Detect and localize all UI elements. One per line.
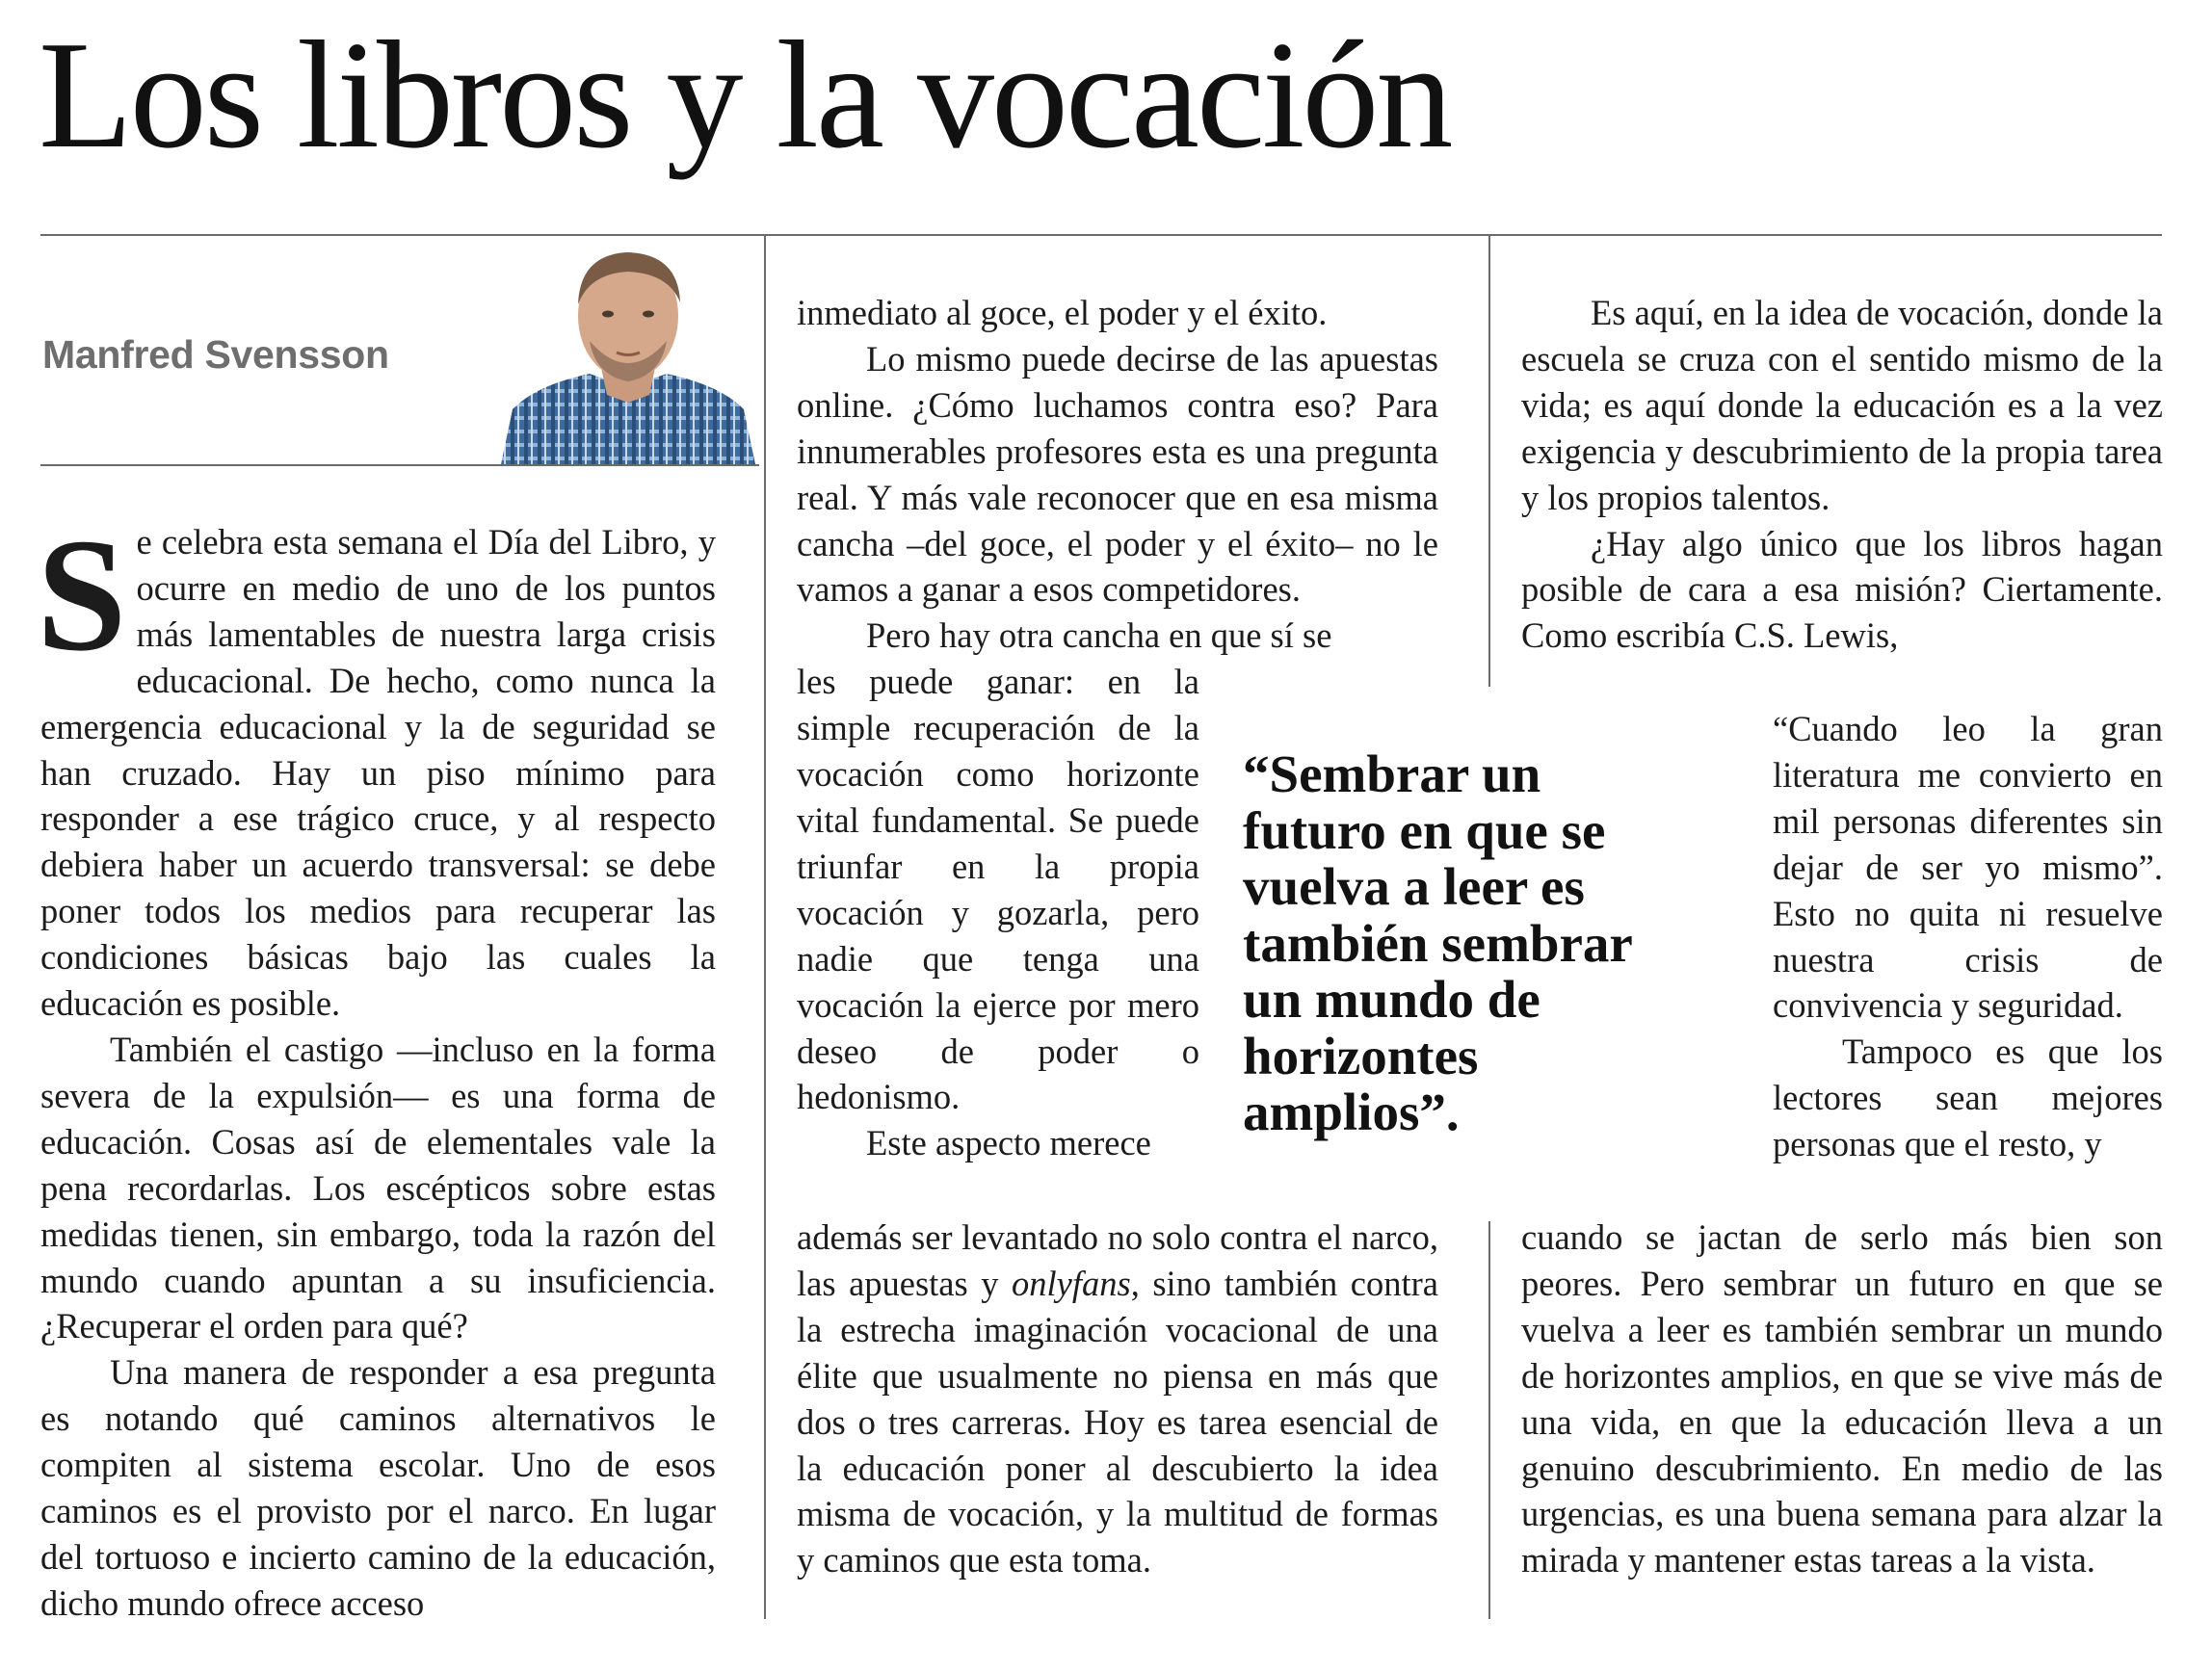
article-title: Los libros y la vocación	[39, 9, 1451, 180]
paragraph: Es aquí, en la idea de vocación, donde la escuela se cruza con el sentido mismo de la vida; es aquí donde la educación es a la vez exigencia y descubrimiento de la propia tarea y los propios talentos.	[1521, 293, 2163, 517]
paragraph: Una manera de responder a esa pregunta es notando qué caminos alternativos le compiten al sistema escolar. Uno de esos caminos es el provisto por el narco. En lugar del tortuoso e incierto camino de la educación, dicho mundo ofrece acceso	[40, 1352, 716, 1623]
column-divider-1	[764, 234, 766, 1619]
column-divider-2-bottom	[1488, 1221, 1490, 1619]
paragraph: ¿Hay algo único que los libros hagan posible de cara a esa misión? Ciertamente. Como escribía C.S. Lewis,	[1521, 523, 2163, 656]
wrap-block	[797, 659, 1199, 1120]
text-run: les puede ganar: en la simple recuperación de la vocación como horizonte vital fundamental. Se puede triunfar en la propia vocación y gozarla, pero nadie que tenga una vocación la ejerce por mero deseo de poder o hedonismo.	[797, 662, 1199, 1117]
paragraph: También el castigo —incluso en la forma severa de la expulsión— es una forma de educación. Cosas así de elementales vale la pena recordarlas. Los escépticos sobre estas medidas tienen, sin embargo, toda la razón del mundo cuando apuntan a su insuficiencia. ¿Recuperar el orden para qué?	[40, 1029, 716, 1346]
drop-cap: S	[37, 506, 127, 685]
paragraph: inmediato al goce, el poder y el éxito.	[797, 293, 1328, 332]
paragraph: Tampoco es que los lectores sean mejores personas que el resto, y	[1773, 1032, 2163, 1164]
paragraph: e celebra esta semana el Día del Libro, y ocurre en medio de uno de los puntos más lamentables de nuestra larga crisis educacional. De hecho, como nunca la emergencia educacional y la de seguridad se han cruzado. Hay un piso mínimo para responder a ese trágico cruce, y al respecto debiera haber un acuerdo transversal: se debe poner todos los medios para recuperar las condiciones básicas bajo las cuales la educación es posible.	[40, 522, 716, 1024]
paragraph: cuando se jactan de serlo más bien son peores. Pero sembrar un futuro en que se vuelva a leer es también sembrar un mundo de horizontes amplios, en que se vive más de una vida, en que la educación lleva a un genuino descubrimiento. En medio de las urgencias, es una buena semana para alzar la mirada y mantener estas tareas a la vista.	[1521, 1217, 2163, 1581]
column-3-top	[1521, 290, 2163, 659]
text-run: además ser levantado no solo contra el narco, las apuestas y	[797, 1217, 1438, 1303]
paragraph: Este aspecto merece	[866, 1123, 1151, 1163]
column-3-bottom	[1521, 1215, 2163, 1583]
italic-text: onlyfans	[1012, 1263, 1131, 1303]
author-photo	[497, 241, 759, 464]
text-run: Pero hay otra cancha en que sí se	[866, 615, 1332, 656]
paragraph	[797, 1215, 1438, 1583]
column-3-wrap	[1773, 706, 2163, 1167]
text-run: , sino también contra la estrecha imaginación vocacional de una élite que usualmente no piensa en más que dos o tres carreras. Hoy es tarea esencial de la educación poner al descubierto la idea misma de vocación, y la multitud de formas y caminos que esta toma.	[797, 1263, 1438, 1581]
byline-rule	[40, 464, 759, 466]
paragraph: “Cuando leo la gran literatura me convierto en mil personas diferentes sin dejar de ser yo mismo”. Esto no quita ni resuelve nuestra crisis de convivencia y seguridad.	[1773, 709, 2163, 1026]
column-1	[37, 506, 716, 1627]
column-2-bottom	[797, 1215, 1438, 1583]
author-byline: Manfred Svensson	[42, 332, 389, 377]
paragraph: Lo mismo puede decirse de las apuestas online. ¿Cómo luchamos contra eso? Para innumerables profesores esta es una pregunta real. Y más vale reconocer que en esa misma cancha –del goce, el poder y el éxito– no le vamos a ganar a esos competidores.	[797, 338, 1438, 610]
title-rule	[40, 234, 2162, 236]
pull-quote: “Sembrar un futuro en que se vuelva a leer es también sembrar un mundo de horizontes amplios”.	[1243, 745, 1632, 1141]
column-divider-2-top	[1488, 234, 1490, 687]
